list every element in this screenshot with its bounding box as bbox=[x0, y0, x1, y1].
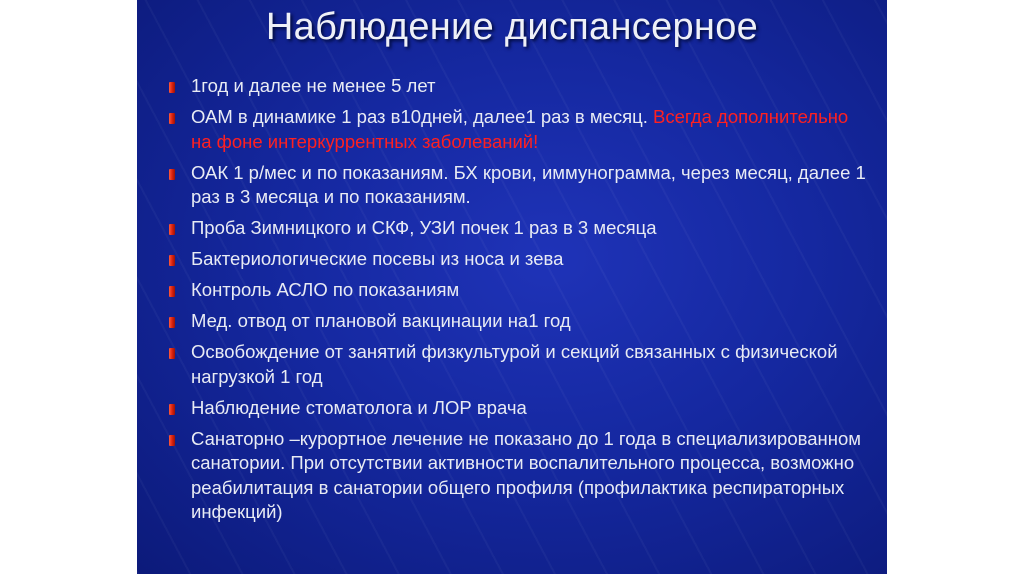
list-item bbox=[166, 161, 871, 210]
item-highlight-text: Всегда дополнительно на фоне интеркуррентных заболеваний! bbox=[191, 106, 849, 152]
item-text: Мед. отвод от плановой вакцинации на1 год bbox=[191, 310, 571, 331]
list-item bbox=[166, 309, 871, 334]
slide-title: Наблюдение диспансерное bbox=[265, 6, 759, 48]
item-text: Освобождение от занятий физкультурой и секций связанных с физической нагрузкой 1 год bbox=[191, 341, 838, 387]
item-text: ОАМ в динамике 1 раз в10дней, далее1 раз в месяц. bbox=[191, 106, 653, 127]
list-item bbox=[166, 105, 871, 154]
list-item bbox=[166, 396, 871, 421]
list-item bbox=[166, 340, 871, 389]
red-square-bullet-icon bbox=[169, 224, 175, 235]
item-text: Санаторно –курортное лечение не показано до 1 года в специализированном санатории. При отсутствии активности воспалительного процесса, возможно реабилитация в санатории общего профиля (профилактика респираторных инфекций) bbox=[191, 427, 861, 522]
red-square-bullet-icon bbox=[169, 348, 175, 359]
red-square-bullet-icon bbox=[169, 317, 175, 328]
list-item bbox=[166, 74, 871, 99]
list-item bbox=[166, 278, 871, 303]
red-square-bullet-icon bbox=[169, 404, 175, 415]
list-item bbox=[166, 216, 871, 241]
list-item bbox=[166, 427, 871, 525]
slide bbox=[137, 0, 887, 574]
red-square-bullet-icon bbox=[169, 113, 175, 124]
item-text: 1год и далее не менее 5 лет bbox=[191, 75, 436, 96]
item-text: Проба Зимницкого и СКФ, УЗИ почек 1 раз в 3 месяца bbox=[191, 217, 657, 238]
list-item bbox=[166, 247, 871, 272]
red-square-bullet-icon bbox=[169, 169, 175, 180]
red-square-bullet-icon bbox=[169, 255, 175, 266]
red-square-bullet-icon bbox=[169, 82, 175, 93]
item-text: Контроль АСЛО по показаниям bbox=[191, 279, 460, 300]
red-square-bullet-icon bbox=[169, 435, 175, 446]
item-text: Бактериологические посевы из носа и зева bbox=[191, 248, 564, 269]
bullet-list bbox=[166, 74, 871, 531]
item-text: Наблюдение стоматолога и ЛОР врача bbox=[191, 396, 527, 418]
red-square-bullet-icon bbox=[169, 286, 175, 297]
item-text: ОАК 1 р/мес и по показаниям. БХ крови, иммунограмма, через месяц, далее 1 раз в 3 месяца и по показаниям. bbox=[191, 161, 866, 207]
